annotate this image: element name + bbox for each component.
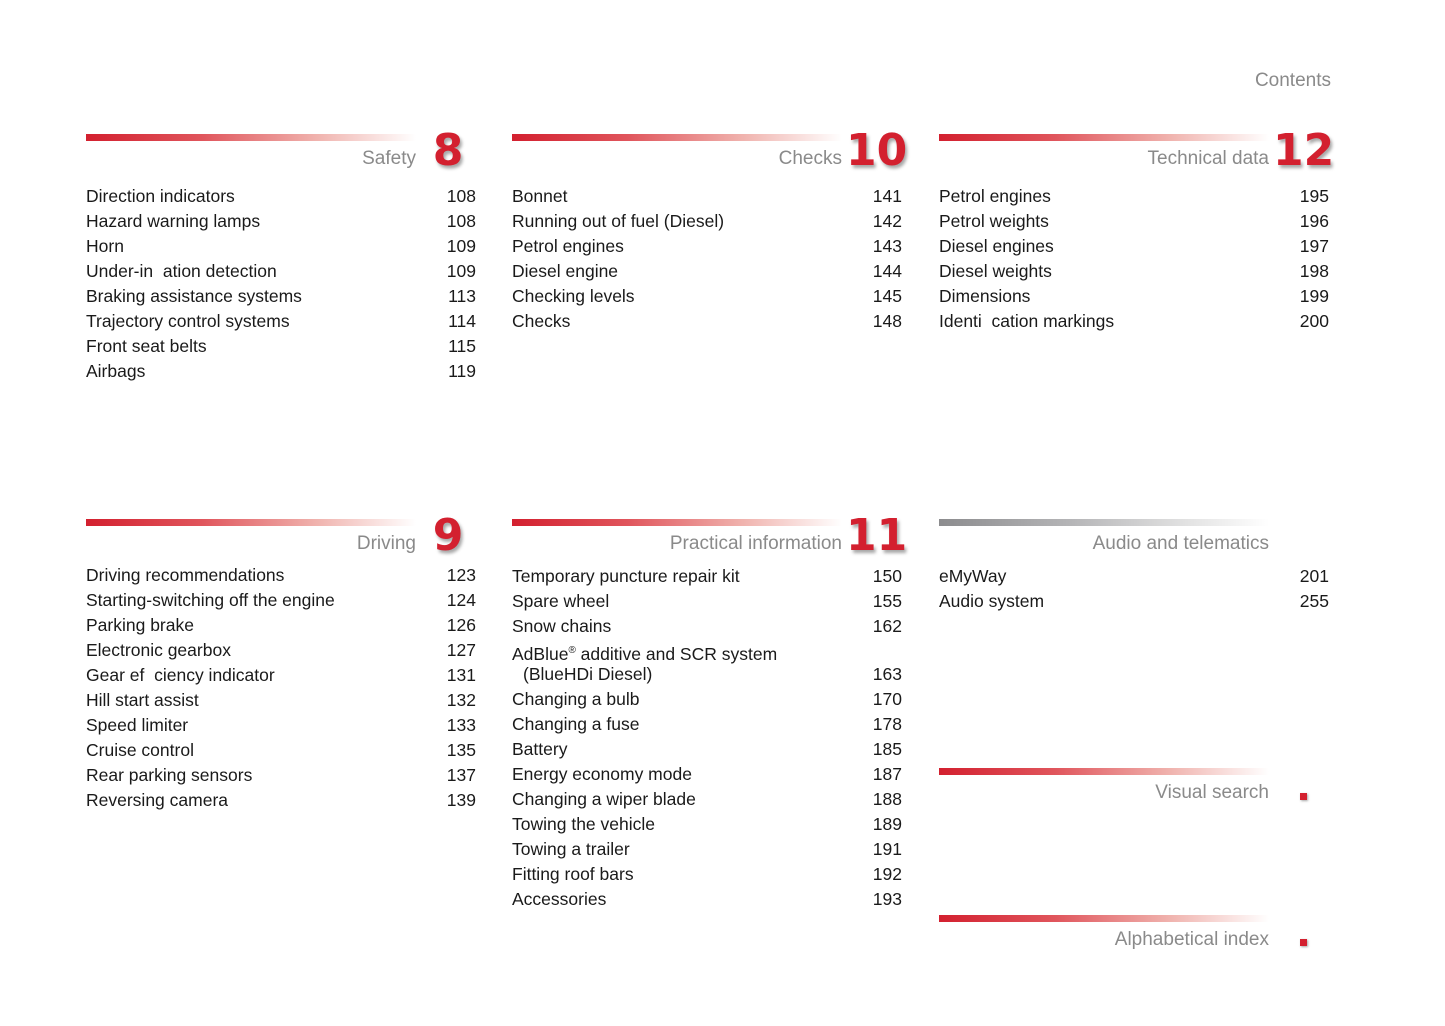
section-bar (512, 519, 842, 526)
toc-entry-page: 109 (446, 236, 476, 256)
section-bar (86, 134, 416, 141)
toc-entry-text: Diesel weights (939, 261, 1052, 281)
section-title: Driving (356, 533, 416, 554)
toc-entry[interactable] (512, 762, 902, 787)
toc-entry-text: Changing a bulb (512, 688, 640, 709)
toc-entry-text-part: (BlueHDi Diesel) (523, 663, 653, 684)
toc-entry-text: Accessories (512, 888, 607, 909)
toc-entry[interactable] (512, 712, 902, 737)
toc-entry[interactable] (939, 284, 1329, 309)
toc-entry-page: 115 (448, 336, 476, 356)
section-items (512, 564, 902, 912)
section-number: 8 (432, 125, 464, 176)
toc-entry[interactable] (939, 259, 1329, 284)
toc-entry[interactable] (512, 309, 902, 334)
toc-entry-text: Reversing camera (86, 790, 228, 810)
toc-entry-text: Front seat belts (86, 336, 207, 356)
section-number: 11 (846, 510, 908, 561)
section-title: Alphabetical index (1114, 929, 1269, 950)
toc-entry-text: Towing the vehicle (512, 813, 655, 834)
toc-entry-text: Hazard warning lamps (86, 211, 261, 231)
section-items (86, 184, 476, 384)
toc-entry[interactable] (939, 209, 1329, 234)
toc-entry[interactable] (512, 184, 902, 209)
toc-entry-text: Snow chains (512, 616, 612, 636)
toc-entry-page: 141 (872, 186, 902, 206)
toc-entry-page: 170 (872, 688, 902, 709)
toc-entry-text: Speed limiter (86, 715, 189, 735)
toc-entry[interactable] (86, 738, 476, 763)
toc-entry-page: 132 (446, 690, 476, 710)
toc-entry-page: 178 (872, 713, 902, 734)
section-bar (939, 915, 1269, 922)
toc-entry-text: Energy economy mode (512, 763, 692, 784)
toc-entry-text: Diesel engine (512, 261, 619, 281)
section-bar (939, 134, 1269, 141)
toc-entry-text: Parking brake (86, 615, 194, 635)
toc-entry-page: 187 (872, 763, 902, 784)
toc-entry[interactable] (512, 639, 902, 687)
section-marker-square (1300, 939, 1307, 946)
toc-entry[interactable] (512, 787, 902, 812)
toc-entry-page: 193 (872, 888, 902, 909)
toc-entry[interactable] (512, 837, 902, 862)
toc-entry-text: eMyWay (939, 566, 1007, 586)
toc-entry-text: Temporary puncture repair kit (512, 566, 740, 586)
toc-entry-page: 133 (446, 715, 476, 735)
toc-entry-page: 197 (1299, 236, 1329, 256)
toc-entry-page: 198 (1299, 261, 1329, 281)
toc-entry[interactable] (512, 589, 902, 614)
toc-entry-page: 124 (446, 590, 476, 610)
toc-entry-text: Checking levels (512, 286, 635, 306)
toc-entry[interactable] (512, 284, 902, 309)
toc-entry-page: 145 (872, 286, 902, 306)
toc-entry-text: Horn (86, 236, 124, 256)
toc-entry-page: 148 (872, 311, 902, 331)
toc-entry-page: 142 (872, 211, 902, 231)
page-title: Contents (1254, 70, 1331, 91)
toc-entry[interactable] (86, 613, 476, 638)
toc-entry[interactable] (86, 688, 476, 713)
toc-entry[interactable] (939, 589, 1329, 614)
toc-entry[interactable] (512, 234, 902, 259)
toc-entry[interactable] (512, 259, 902, 284)
toc-entry[interactable] (939, 309, 1329, 334)
section-number: 12 (1273, 125, 1335, 176)
toc-entry-page: 150 (872, 566, 902, 586)
toc-entry-text: Fitting roof bars (512, 863, 634, 884)
toc-entry-text: Petrol weights (939, 211, 1049, 231)
toc-entry-text: Bonnet (512, 186, 568, 206)
toc-entry[interactable] (86, 209, 476, 234)
toc-entry-page: 126 (446, 615, 476, 635)
toc-entry[interactable] (512, 614, 902, 639)
toc-entry-page: 200 (1299, 311, 1329, 331)
toc-entry-text: Hill start assist (86, 690, 199, 710)
toc-entry-page: 113 (448, 286, 476, 306)
toc-entry-page: 201 (1299, 566, 1329, 586)
toc-entry-text: Direction indicators (86, 186, 235, 206)
toc-entry-text: Running out of fuel (Diesel) (512, 211, 725, 231)
registered-mark: ® (568, 645, 576, 656)
toc-entry[interactable] (86, 234, 476, 259)
toc-entry-page: 127 (446, 640, 476, 660)
toc-entry-page: 123 (446, 565, 476, 585)
toc-entry[interactable] (86, 788, 476, 813)
section-bar (512, 134, 842, 141)
toc-entry[interactable] (86, 184, 476, 209)
toc-entry[interactable] (86, 713, 476, 738)
toc-entry-text: Changing a wiper blade (512, 788, 696, 809)
toc-entry[interactable] (512, 812, 902, 837)
toc-entry-page: 255 (1299, 591, 1329, 611)
toc-entry-text: Rear parking sensors (86, 765, 253, 785)
toc-entry-page: 192 (872, 863, 902, 884)
toc-entry-text (512, 641, 777, 684)
toc-entry-text: Towing a trailer (512, 838, 630, 859)
toc-entry-text: Trajectory control systems (86, 311, 290, 331)
toc-entry-text: Battery (512, 738, 568, 759)
section-items (86, 563, 476, 813)
toc-entry-text: Under-in ation detection (86, 261, 277, 281)
toc-entry-page: 189 (872, 813, 902, 834)
toc-entry[interactable] (86, 359, 476, 384)
section-title: Practical information (669, 533, 842, 554)
toc-entry-text: Petrol engines (512, 236, 624, 256)
toc-entry[interactable] (512, 687, 902, 712)
section-number: 9 (432, 510, 464, 561)
toc-entry[interactable] (512, 209, 902, 234)
toc-entry-text: Dimensions (939, 286, 1031, 306)
toc-entry[interactable] (512, 862, 902, 887)
toc-entry-page: 196 (1299, 211, 1329, 231)
toc-entry[interactable] (86, 259, 476, 284)
toc-entry[interactable] (939, 184, 1329, 209)
toc-entry-text: Spare wheel (512, 591, 610, 611)
section-bar (86, 519, 416, 526)
toc-entry[interactable] (512, 887, 902, 912)
toc-entry-page: 119 (448, 361, 476, 381)
toc-entry-text: Identi cation markings (939, 311, 1115, 331)
section-title: Checks (778, 148, 842, 169)
toc-entry[interactable] (86, 638, 476, 663)
toc-entry[interactable] (86, 334, 476, 359)
section-title: Audio and telematics (1092, 533, 1269, 554)
toc-entry-page: 109 (446, 261, 476, 281)
toc-entry[interactable] (86, 763, 476, 788)
toc-entry-text: Braking assistance systems (86, 286, 302, 306)
toc-entry-text: Cruise control (86, 740, 194, 760)
section-title: Safety (362, 148, 416, 169)
toc-entry-page: 131 (446, 665, 476, 685)
toc-entry-page: 135 (446, 740, 476, 760)
toc-entry[interactable] (86, 588, 476, 613)
toc-entry-page: 144 (872, 261, 902, 281)
toc-entry-page: 114 (448, 311, 476, 331)
toc-entry-text: Diesel engines (939, 236, 1054, 256)
toc-entry-text: Electronic gearbox (86, 640, 231, 660)
toc-entry-page: 162 (872, 616, 902, 636)
toc-entry-text: Airbags (86, 361, 146, 381)
toc-entry[interactable] (512, 564, 902, 589)
toc-entry[interactable] (512, 737, 902, 762)
toc-entry-text: Gear ef ciency indicator (86, 665, 275, 685)
toc-entry-page: 108 (446, 211, 476, 231)
toc-entry[interactable] (86, 284, 476, 309)
toc-entry-page: 185 (872, 738, 902, 759)
toc-entry[interactable] (939, 564, 1329, 589)
toc-entry-page: 163 (872, 663, 902, 684)
toc-entry-page: 191 (872, 838, 902, 859)
toc-entry-text-part: AdBlue (512, 643, 569, 664)
toc-entry[interactable] (86, 309, 476, 334)
section-number: 10 (846, 125, 908, 176)
section-items (939, 564, 1329, 614)
section-marker-square (1300, 793, 1307, 800)
toc-entry-page: 139 (446, 790, 476, 810)
toc-entry[interactable] (86, 663, 476, 688)
toc-entry[interactable] (86, 563, 476, 588)
section-title: Technical data (1147, 148, 1269, 169)
toc-entry-text: Driving recommendations (86, 565, 285, 585)
toc-entry-page: 137 (446, 765, 476, 785)
toc-entry-text: Petrol engines (939, 186, 1051, 206)
section-title: Visual search (1155, 782, 1269, 803)
toc-entry-page: 108 (446, 186, 476, 206)
toc-entry-text-part: additive and SCR system (575, 643, 778, 664)
toc-entry-text: Changing a fuse (512, 713, 640, 734)
section-items (512, 184, 902, 334)
section-items (939, 184, 1329, 334)
section-bar (939, 768, 1269, 775)
toc-entry-page: 195 (1299, 186, 1329, 206)
toc-entry-page: 143 (872, 236, 902, 256)
toc-entry-page: 188 (872, 788, 902, 809)
toc-entry-text: Starting-switching off the engine (86, 590, 335, 610)
toc-entry[interactable] (939, 234, 1329, 259)
toc-entry-page: 155 (872, 591, 902, 611)
toc-entry-page: 199 (1299, 286, 1329, 306)
section-bar (939, 519, 1269, 526)
toc-entry-text: Audio system (939, 591, 1045, 611)
toc-entry-text: Checks (512, 311, 571, 331)
